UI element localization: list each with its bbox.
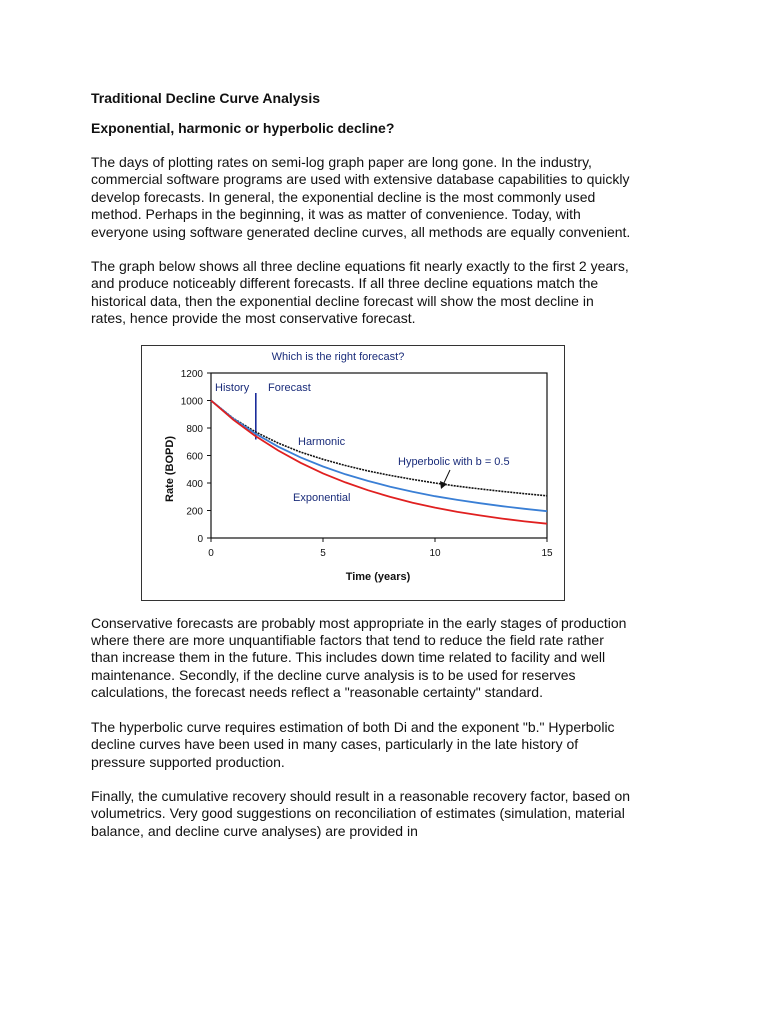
paragraph: Finally, the cumulative recovery should result in a reasonable recovery factor, based on volumetrics. Very good suggestions on reconciliation of estimates (simulation, material balance, and decline curve analyses) are provided in: [91, 787, 631, 839]
y-tick-label: 600: [186, 451, 203, 463]
x-axis-label: Time (years): [345, 570, 411, 583]
chart-title: Which is the right forecast?: [271, 350, 405, 363]
x-tick-label: 10: [429, 547, 441, 559]
x-tick-label: 0: [208, 547, 214, 559]
history-label: History: [215, 381, 250, 394]
paragraph: The days of plotting rates on semi-log graph paper are long gone. In the industry, commercial software programs are used with extensive database capabilities to quickly develop forecasts. In general, the exponential decline is the most commonly used method. Perhaps in the beginning, it was as matter of convenience. Today, with everyone using software generated decline curves, all methods are equally convenient.: [91, 154, 631, 240]
paragraph: The hyperbolic curve requires estimation of both Di and the exponent "b." Hyperbolic decline curves have been used in many cases, particularly in the late history of pressure supported production.: [91, 718, 615, 770]
y-tick-label: 400: [186, 478, 203, 490]
y-tick-label: 0: [197, 533, 203, 545]
decline-chart: [142, 346, 564, 600]
paragraph: Conservative forecasts are probably most appropriate in the early stages of production where there are more unquantifiable factors that tend to reduce the field rate rather than increase them in the future. This includes down time related to facility and well maintenance. Secondly, if the decline curve analysis is to be used for reserves calculations, the forecast needs reflect a "reasonable certainty" standard.: [91, 614, 627, 701]
forecast-label: Forecast: [268, 381, 311, 394]
x-tick-label: 5: [320, 547, 326, 559]
exponential-annotation: Exponential: [293, 491, 351, 504]
series-line-harmonic: [211, 400, 547, 495]
harmonic-annotation: Harmonic: [298, 435, 346, 448]
document-body: [91, 90, 631, 857]
y-tick-label: 200: [186, 506, 203, 518]
decline-curve-figure: [141, 345, 565, 601]
y-tick-label: 800: [186, 423, 203, 435]
paragraph: The graph below shows all three decline equations fit nearly exactly to the first 2 years, and produce noticeably different forecasts. If all three decline equations match the historical data, then the exponential decline forecast will show the most decline in rates, hence provide the most conservative forecast.: [91, 258, 629, 327]
y-tick-label: 1200: [180, 368, 203, 380]
x-tick-label: 15: [541, 547, 553, 559]
hyperbolic-annotation: Hyperbolic with b = 0.5: [398, 455, 510, 468]
page-title: Traditional Decline Curve Analysis: [91, 90, 321, 106]
y-tick-label: 1000: [180, 396, 203, 408]
section-heading: Exponential, harmonic or hyperbolic decline?: [91, 120, 395, 136]
y-axis-label: Rate (BOPD): [164, 435, 176, 502]
